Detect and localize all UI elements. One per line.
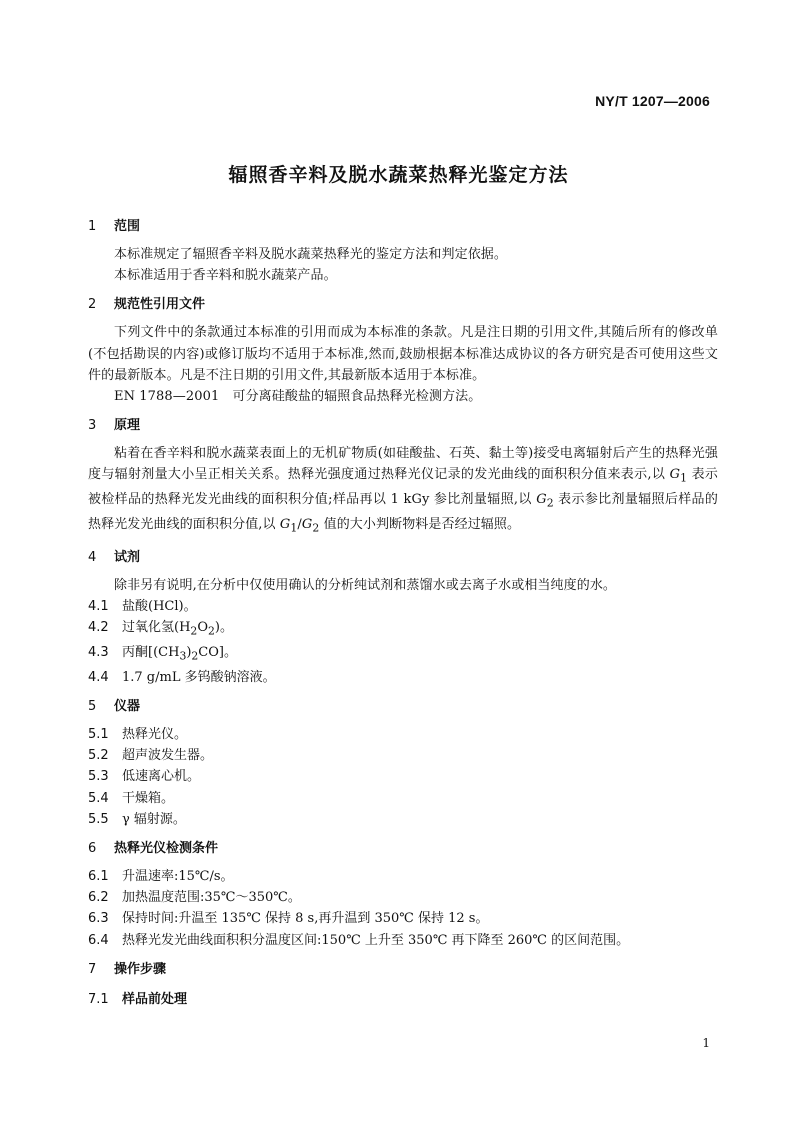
section-6-heading xyxy=(88,838,718,860)
list-item: 6.1 升温速率:15℃/s。 xyxy=(88,869,234,885)
section-1-heading xyxy=(88,216,718,238)
ratio-g2: G xyxy=(301,517,313,533)
section-2-reference: EN 1788—2001 可分离硅酸盐的辐照食品热释光检测方法。 xyxy=(114,389,482,405)
list-item: 5.4 干燥箱。 xyxy=(88,790,175,806)
section-number: 2 xyxy=(88,297,97,313)
symbol-g1: G xyxy=(669,467,681,483)
document-body xyxy=(88,216,718,1011)
section-title: 规范性引用文件 xyxy=(114,297,206,313)
document-title: 辐照香辛料及脱水蔬菜热释光鉴定方法 xyxy=(228,164,569,186)
section-number: 5 xyxy=(88,699,97,715)
section-title: 试剂 xyxy=(114,549,141,565)
section-number: 4 xyxy=(88,549,97,565)
section-2-heading xyxy=(88,294,718,316)
list-item: 6.4 热释光发光曲线面积积分温度区间:150℃ 上升至 350℃ 再下降至 260℃ 的区间范围。 xyxy=(88,932,630,948)
section-1-paragraph-1: 本标准规定了辐照香辛料及脱水蔬菜热释光的鉴定方法和判定依据。 xyxy=(114,247,508,262)
section-title: 原理 xyxy=(114,418,141,434)
section-4-heading xyxy=(88,547,718,569)
standard-code: NY/T 1207—2006 xyxy=(595,93,710,109)
list-item: 5.1 热释光仪。 xyxy=(88,727,188,743)
list-item: 4.3 丙酮$[(CH_3)_2CO]$。 xyxy=(88,645,237,663)
section-number: 7 xyxy=(88,961,97,977)
subsection-title: 样品前处理 xyxy=(122,991,188,1007)
list-item: 6.2 加热温度范围:35℃～350℃。 xyxy=(88,890,301,906)
section-3-paragraph-1: 粘着在香辛料和脱水蔬菜表面上的无机矿物质(如硅酸盐、石英、黏土等)接受电离辐射后产生的热释光强度与辐射剂量大小呈正相关关系。热释光强度通过热释光仪记录的发光曲线的面积积分值来表示,以 $G_1$ 表示被检样品的热释光发光曲线的面积积分值;样品再以 1 kGy 参比剂量辐照,以 $G_2$ 表示参比剂量辐照后样品的热释光发光曲线的面积积分值,以 $G_1/G_2$ 值的大小判断物料是否经过辐照。 xyxy=(88,446,718,535)
list-item: 4.1 盐酸(HCl)。 xyxy=(88,599,197,615)
section-title: 仪器 xyxy=(114,699,141,715)
section-2-paragraph-1: 下列文件中的条款通过本标准的引用而成为本标准的条款。凡是注日期的引用文件,其随后所有的修改单(不包括勘误的内容)或修订版均不适用于本标准,然而,鼓励根据本标准达成协议的各方研究是否可使用这些文件的最新版本。凡是不注日期的引用文件,其最新版本适用于本标准。 xyxy=(88,325,718,383)
section-number: 6 xyxy=(88,841,97,857)
list-item: 6.3 保持时间:升温至 135℃ 保持 8 s,再升温到 350℃ 保持 12 s。 xyxy=(88,911,489,927)
section-title: 操作步骤 xyxy=(114,961,167,977)
subsection-7-1-heading xyxy=(88,989,718,1011)
section-title: 热释光仪检测条件 xyxy=(114,841,219,857)
section-5-heading xyxy=(88,696,718,718)
list-item: 5.3 低速离心机。 xyxy=(88,769,201,785)
list-item: 5.2 超声波发生器。 xyxy=(88,748,214,764)
section-7-heading xyxy=(88,959,718,981)
list-item: 4.2 过氧化氢$(H_2O_2)$。 xyxy=(88,620,233,638)
section-number: 3 xyxy=(88,418,97,434)
section-4-paragraph-1: 除非另有说明,在分析中仅使用确认的分析纯试剂和蒸馏水或去离子水或相当纯度的水。 xyxy=(114,577,617,593)
section-title: 范围 xyxy=(114,219,141,234)
list-item: 4.4 1.7 g/mL 多钨酸钠溶液。 xyxy=(88,669,276,685)
page-number: 1 xyxy=(702,1036,710,1050)
section-number: 1 xyxy=(88,219,97,234)
symbol-g2: G xyxy=(536,492,547,508)
subsection-number: 7.1 xyxy=(88,991,109,1007)
section-1-paragraph-2: 本标准适用于香辛料和脱水蔬菜产品。 xyxy=(114,268,337,284)
list-item: 5.5 γ 辐射源。 xyxy=(88,811,186,827)
ratio-g1: G xyxy=(279,517,291,533)
section-3-heading xyxy=(88,415,718,437)
